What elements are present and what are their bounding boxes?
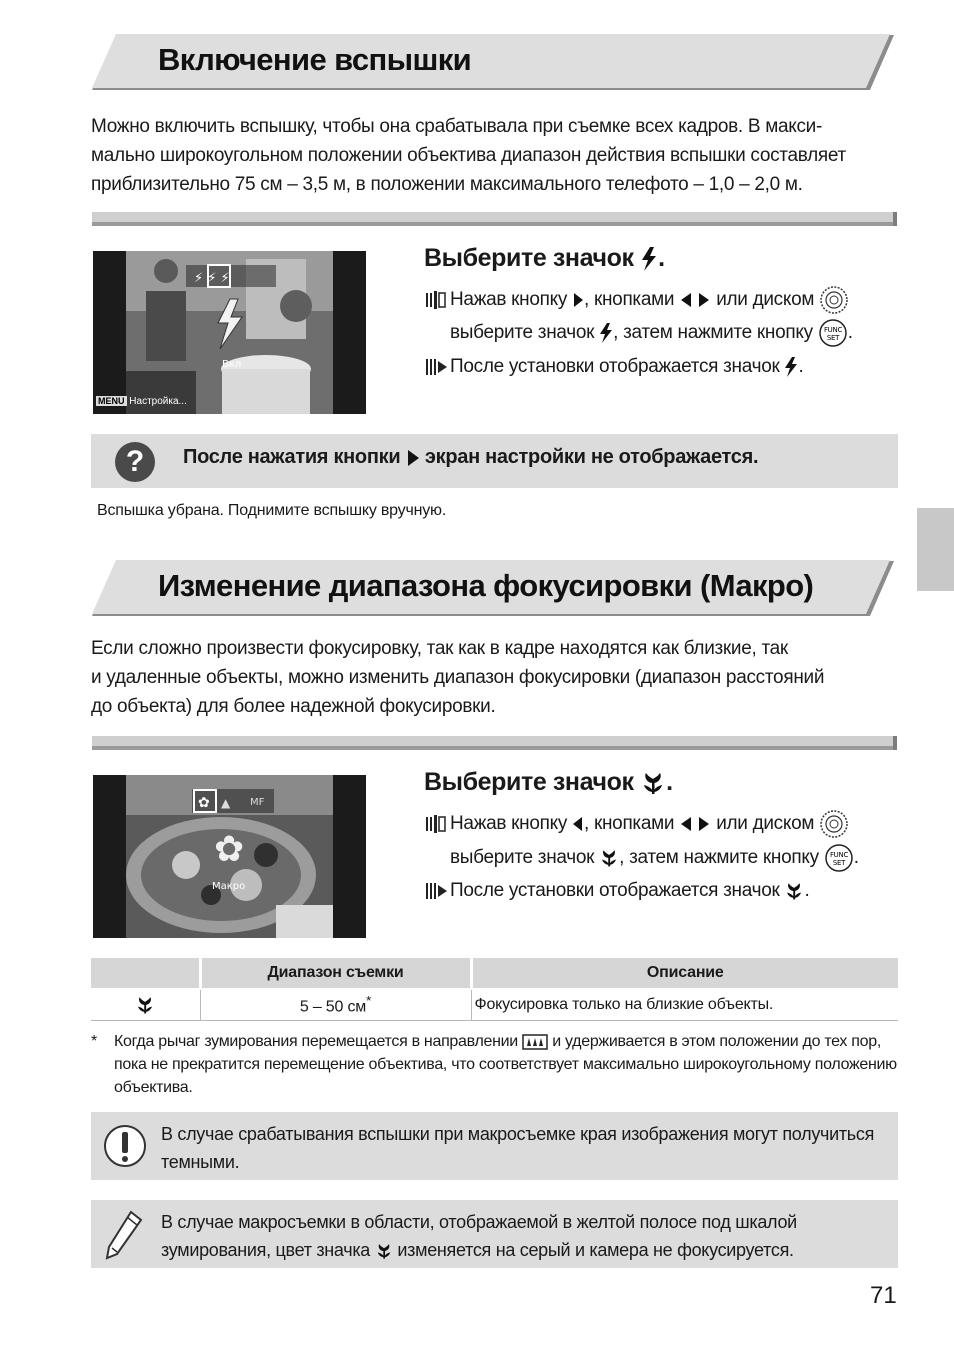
macro-scene-image [126, 775, 333, 938]
func-set-button-icon [824, 843, 854, 873]
intro-line: мально широкоугольном положении объектива диапазон действия вспышки составляет [91, 145, 846, 166]
flash-step-instruction-2: выберите значок , затем нажмите кнопку FUNC SET . [450, 318, 853, 348]
flash-section-title: Включение вспышки [158, 42, 472, 77]
troubleshooting-answer: Вспышка убрана. Поднимите вспышку вручную. [97, 502, 447, 519]
flash-on-icon [784, 356, 798, 378]
caution-icon [103, 1123, 147, 1169]
macro-intro [91, 634, 901, 721]
table-row [91, 989, 898, 1020]
left-right-arrows-icon [679, 291, 711, 309]
memo-text: В случае макросъемки в области, отображаемой в желтой полосе под шкалой зумирования, цвет значка изменяется на серый и камера не фокусируется. [161, 1212, 797, 1260]
step-separator [92, 736, 897, 750]
page-number: 71 [870, 1282, 897, 1309]
intro-line: и удаленные объекты, можно изменить диапазон фокусировки (диапазон расстояний [91, 667, 825, 688]
wide-angle-icon [522, 1034, 548, 1050]
macro-flower-icon [375, 1241, 393, 1261]
table-cell-range: 5 – 50 см* [200, 989, 471, 1020]
table-header-row [91, 958, 898, 989]
footnote: * Когда рычаг зумирования перемещается в направлении и удерживается в этом положении до тех пор, пока не прекратится перемещение объектива, что соответствует максимально широкоугольному положению объектива. [91, 1030, 901, 1099]
svg-text:MF: MF [250, 797, 265, 808]
intro-line: Можно включить вспышку, чтобы она срабатывала при съемке всех кадров. В макси- [91, 116, 823, 137]
macro-step-instruction-2: выберите значок , затем нажмите кнопку FUNC SET . [450, 843, 859, 873]
flash-step-result: После установки отображается значок . [424, 356, 803, 378]
macro-flower-icon [640, 770, 666, 796]
right-arrow-button-icon [406, 448, 420, 468]
result-icon [424, 356, 450, 378]
svg-text:FUNC: FUNC [829, 851, 848, 859]
svg-text:SET: SET [826, 334, 839, 342]
flash-on-icon [599, 322, 613, 344]
macro-screen-label: Макро [212, 881, 246, 892]
table-cell-description: Фокусировка только на близкие объекты. [471, 989, 898, 1020]
flash-scene-image [126, 251, 333, 414]
result-icon [424, 880, 450, 902]
flash-step-instruction: Нажав кнопку , кнопками или диском [424, 285, 849, 315]
operation-icon [424, 813, 450, 835]
macro-section-banner [92, 560, 894, 614]
flash-camera-screen [93, 251, 366, 414]
operation-icon [424, 289, 450, 311]
question-icon: ? [115, 442, 155, 482]
svg-text:FUNC: FUNC [823, 326, 842, 334]
right-arrow-button-icon [572, 291, 584, 309]
troubleshooting-title: После нажатия кнопки экран настройки не отображается. [183, 446, 759, 468]
intro-line: до объекта) для более надежной фокусировки. [91, 696, 496, 717]
focus-range-table [91, 958, 898, 1021]
troubleshooting-box [91, 434, 898, 488]
flash-section-banner [92, 34, 894, 88]
svg-text:SET: SET [832, 859, 845, 867]
footnote-mark: * [91, 1033, 97, 1050]
macro-flower-icon [135, 995, 155, 1015]
intro-line: Если сложно произвести фокусировку, так как в кадре находятся как близкие, так [91, 638, 788, 659]
macro-camera-screen [93, 775, 366, 938]
macro-step-result: После установки отображается значок . [424, 880, 809, 902]
flash-screen-label: Вкл [222, 359, 242, 370]
pencil-memo-icon [105, 1210, 143, 1260]
caution-text: В случае срабатывания вспышки при макросъемке края изображения могут получиться темными. [161, 1124, 875, 1172]
left-right-arrows-icon [679, 815, 711, 833]
menu-key: MENU [98, 396, 125, 406]
intro-line: приблизительно 75 см – 3,5 м, в положении максимального телефото – 1,0 – 2,0 м. [91, 174, 803, 195]
macro-step-title: Выберите значок . [424, 768, 673, 796]
control-dial-icon [819, 809, 849, 839]
table-header: Диапазон съемки [200, 958, 471, 989]
func-set-button-icon [818, 318, 848, 348]
flash-on-icon [640, 246, 658, 272]
step-separator [92, 212, 897, 226]
svg-text:▲: ▲ [221, 796, 231, 810]
left-arrow-button-icon [572, 815, 584, 833]
macro-flower-icon [599, 847, 619, 869]
table-cell-icon [91, 989, 200, 1020]
svg-text:✿: ✿ [214, 829, 245, 870]
macro-step-instruction: Нажав кнопку , кнопками или диском [424, 809, 849, 839]
menu-hint-text: Настройка... [129, 396, 187, 407]
memo-box [91, 1200, 898, 1268]
flash-step-title: Выберите значок . [424, 244, 665, 272]
svg-text:⚡ ⚡ ⚡: ⚡ ⚡ ⚡ [194, 271, 230, 286]
table-header [91, 958, 200, 989]
macro-section-title: Изменение диапазона фокусировки (Макро) [158, 568, 814, 603]
macro-flower-icon [784, 880, 804, 902]
caution-box [91, 1112, 898, 1180]
table-header: Описание [471, 958, 898, 989]
menu-hint [96, 396, 187, 407]
flash-intro [91, 112, 901, 199]
svg-text:✿: ✿ [198, 795, 210, 811]
control-dial-icon [819, 285, 849, 315]
chapter-side-tab [917, 508, 954, 591]
